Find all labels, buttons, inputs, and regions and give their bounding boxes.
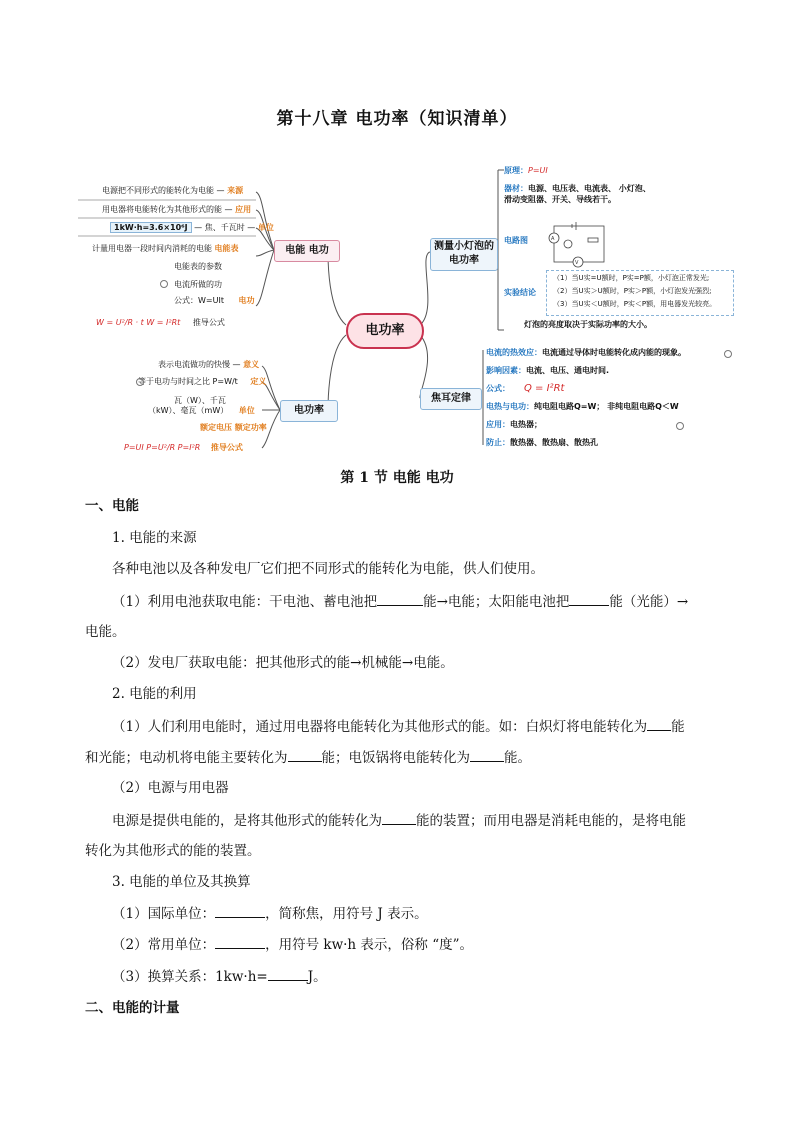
mm-item: 电热与电功：纯电阻电路Q=W； 非纯电阻电路Q＜W [486, 402, 679, 411]
small-circle-icon [160, 280, 168, 288]
mm-principle: 原理：P=UI [504, 166, 548, 175]
fill-blank[interactable] [377, 591, 423, 606]
mm-item: 应用：电热器； [486, 420, 542, 429]
mm-item: 表示电流做功的快慢 — 意义 [158, 360, 260, 369]
mm-item: 防止：散热器、散热扇、散热孔 [486, 438, 598, 447]
rheostat-symbol [588, 238, 598, 242]
mm-item: 影响因素：电流、电压、通电时间. [486, 366, 610, 375]
subheading-units: 3. 电能的单位及其换算 [112, 874, 251, 890]
conclusion-box [546, 270, 734, 316]
paragraph: （2）电源与用电器 [112, 780, 229, 796]
node-measure-lamp-power: 测量小灯泡的电功率 [430, 238, 498, 271]
mm-item: 额定电压 额定功率 [200, 423, 267, 432]
paragraph: （1）利用电池获取电能：干电池、蓄电池把 能→电能；太阳能电池把 能（光能）→ [112, 591, 688, 612]
mm-item: 公式： Q = I²Rt [486, 383, 565, 394]
fill-blank[interactable] [569, 591, 609, 606]
paragraph: （2）发电厂获取电能：把其他形式的能→机械能→电能。 [112, 655, 454, 671]
fill-blank[interactable] [215, 934, 265, 949]
node-joule-law: 焦耳定律 [420, 388, 482, 410]
mm-note: 灯泡的亮度取决于实际功率的大小。 [524, 320, 652, 329]
small-circle-icon [676, 422, 684, 430]
small-circle-icon [724, 350, 732, 358]
mm-conclusion-label: 实验结论 [504, 288, 536, 297]
fill-blank[interactable] [647, 716, 671, 731]
paragraph: 各种电池以及各种发电厂它们把不同形式的能转化为电能，供人们使用。 [112, 561, 544, 577]
mm-item: 电流的热效应：电流通过导体时电能转化成内能的现象。 [486, 348, 686, 357]
paragraph: 电源是提供电能的，是将其他形式的能转化为 能的装置；而用电器是消耗电能的，是将电能 [112, 810, 686, 831]
fill-blank[interactable] [268, 966, 308, 981]
voltmeter-label: V [575, 260, 579, 266]
circuit-wire [554, 226, 604, 262]
mm-item: 等于电功与时间之比 P=W/t 定义 [138, 377, 267, 386]
mind-map [78, 160, 738, 460]
lamp-symbol [564, 240, 572, 248]
mm-equipment: 器材：电源、电压表、电流表、 小灯泡、 [504, 184, 651, 193]
mm-item: （kW）、毫瓦（mW） 单位 [148, 406, 255, 415]
mm-item: 电源把不同形式的能转化为电能 — 来源 [102, 186, 244, 195]
mm-item: 公式：W=UIt 电功 [174, 296, 255, 305]
fill-blank[interactable] [215, 903, 265, 918]
connector-line [328, 335, 346, 410]
connector-line [256, 192, 274, 250]
subheading-usage: 2. 电能的利用 [112, 686, 197, 702]
fill-blank[interactable] [288, 747, 322, 762]
heading-energy-metering: 二、电能的计量 [85, 1000, 180, 1016]
fill-blank[interactable] [470, 747, 504, 762]
fill-blank[interactable] [382, 810, 416, 825]
paragraph: 和光能；电动机将电能主要转化为 能；电饭锅将电能转化为 能。 [85, 747, 531, 768]
connector-line [256, 250, 274, 256]
connector-line [328, 252, 346, 325]
section-title: 第 1 节 电能 电功 [340, 470, 454, 486]
mm-equipment-2: 滑动变阻器、开关、导线若干。 [504, 195, 616, 204]
paragraph: 转化为其他形式的能的装置。 [85, 843, 261, 859]
mm-item: P=UI P=U²/R P=I²R 推导公式 [124, 443, 243, 452]
conclusion-1: （1）当U实=U额时，P实=P额，小灯泡正常发光; [553, 274, 710, 282]
small-circle-icon [136, 378, 144, 386]
mm-item: 计量用电器一段时间内消耗的电能 电能表 [92, 244, 239, 253]
page-title: 第十八章 电功率（知识清单） [276, 109, 518, 129]
conclusion-3: （3）当U实＜U额时，P实＜P额，用电器发光较亮。 [553, 300, 717, 308]
mm-item: W = U²/R · t W = I²Rt 推导公式 [96, 318, 225, 327]
heading-electric-energy: 一、电能 [85, 498, 139, 514]
conclusion-2: （2）当U实＞U额时，P实＞P额，小灯泡发光强烈; [553, 287, 712, 295]
mm-circuit-label: 电路图 [504, 236, 528, 245]
mm-item: 1kW·h=3.6×10⁶J — 焦、千瓦时 — 单位 [110, 223, 274, 233]
mm-item: 电流所做的功 [174, 280, 222, 289]
node-electric-power: 电功率 [280, 400, 338, 422]
center-node: 电功率 [346, 313, 424, 349]
paragraph: （1）国际单位： ，简称焦，用符号 J 表示。 [112, 903, 428, 924]
paragraph: （1）人们利用电能时，通过用电器将电能转化为其他形式的能。如：白炽灯将电能转化为 能 [112, 716, 685, 737]
connector-line [256, 250, 274, 306]
paragraph: 电能。 [85, 624, 126, 640]
connector-line [420, 252, 430, 325]
mm-item: 瓦（W）、千瓦 [174, 396, 226, 405]
node-electric-energy: 电能 电功 [274, 240, 340, 262]
connector-line [262, 366, 280, 410]
paragraph: （2）常用单位： ，用符号 kw·h 表示，俗称 “度”。 [112, 934, 473, 955]
mm-item: 用电器将电能转化为其他形式的能 — 应用 [102, 205, 252, 214]
ammeter-label: A [551, 236, 555, 242]
mm-item: 电能表的参数 [174, 262, 222, 271]
paragraph: （3）换算关系：1kw·h= J。 [112, 966, 327, 987]
subheading-source: 1. 电能的来源 [112, 530, 197, 546]
